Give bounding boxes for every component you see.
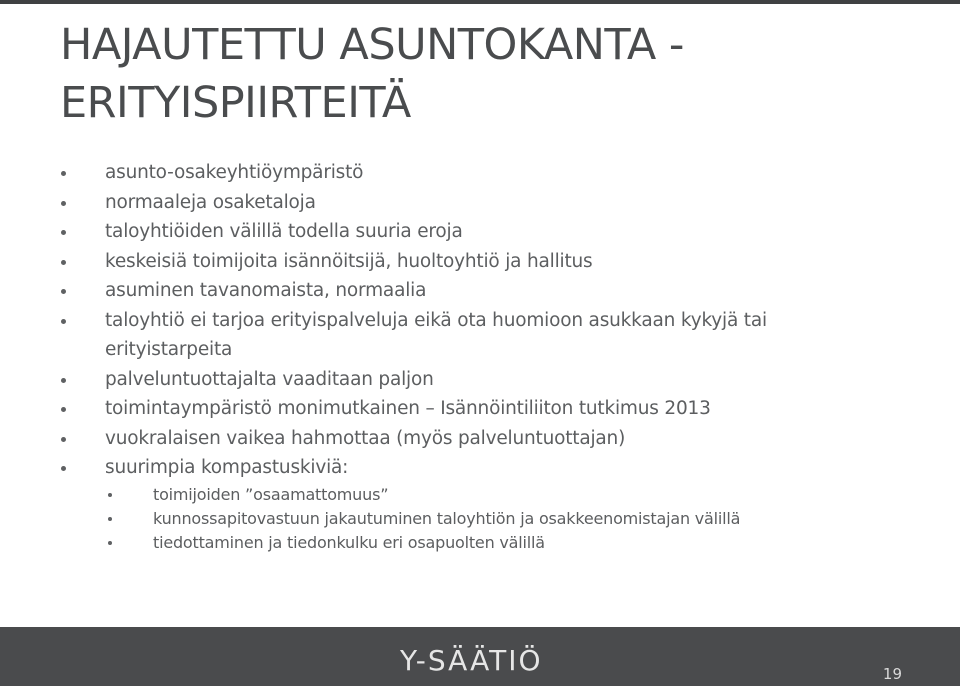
- sub-bullet-dot-icon: [108, 541, 112, 545]
- bullet-item: [0, 365, 960, 395]
- bullet-item: [0, 158, 960, 188]
- slide-title-line-2: ERITYISPIIRTEITÄ: [60, 78, 411, 128]
- bullet-list: [0, 158, 960, 555]
- bullet-text: keskeisiä toimijoita isännöitsijä, huoltoyhtiö ja hallitus: [105, 250, 593, 272]
- bullet-dot-icon: [61, 260, 66, 265]
- sub-bullet-text: kunnossapitovastuun jakautuminen taloyhtiön ja osakkeenomistajan välillä: [153, 508, 741, 528]
- bullet-text: toimintaympäristö monimutkainen – Isännöintiliiton tutkimus 2013: [105, 398, 711, 419]
- bullet-item: [0, 188, 960, 218]
- sub-bullet-text: tiedottaminen ja tiedonkulku eri osapuolten välillä: [153, 532, 545, 552]
- bullet-dot-icon: [61, 201, 66, 206]
- sub-bullet-dot-icon: [108, 517, 112, 521]
- bullet-item: [0, 394, 960, 424]
- bullet-dot-icon: [61, 407, 66, 412]
- slide-title-line-1: HAJAUTETTU ASUNTOKANTA -: [60, 20, 684, 70]
- sub-bullet-dot-icon: [108, 493, 112, 497]
- slide-title: [60, 16, 920, 132]
- bullet-text: suurimpia kompastuskiviä:: [105, 457, 349, 478]
- bullet-text: asunto-osakeyhtiöympäristö: [105, 162, 364, 183]
- sub-bullet-item: [0, 507, 960, 531]
- bullet-item: [0, 453, 960, 483]
- sub-bullet-item: [0, 483, 960, 507]
- bullet-item: [0, 276, 960, 306]
- bullet-dot-icon: [61, 319, 66, 324]
- bullet-item: [0, 247, 960, 277]
- bullet-text: palveluntuottajalta vaaditaan paljon: [105, 368, 434, 390]
- bullet-item: [0, 306, 960, 336]
- bullet-text: taloyhtiö ei tarjoa erityispalveluja eikä ota huomioon asukkaan kykyjä tai: [105, 309, 767, 331]
- bullet-dot-icon: [61, 437, 66, 442]
- bullet-dot-icon: [61, 171, 66, 176]
- page-number: 19: [882, 665, 902, 683]
- bullet-item: [0, 217, 960, 247]
- sub-bullet-item: [0, 531, 960, 555]
- bullet-text: vuokralaisen vaikea hahmottaa (myös palveluntuottajan): [105, 427, 626, 449]
- bullet-text: normaaleja osaketaloja: [105, 191, 316, 213]
- bullet-dot-icon: [61, 466, 66, 471]
- bullet-dot-icon: [61, 289, 66, 294]
- bullet-text: asuminen tavanomaista, normaalia: [105, 280, 427, 301]
- sub-bullet-text: toimijoiden ”osaamattomuus”: [153, 484, 389, 504]
- bullet-dot-icon: [61, 378, 66, 383]
- bullet-item-continuation: [0, 335, 960, 365]
- bullet-text: taloyhtiöiden välillä todella suuria eroja: [105, 221, 463, 242]
- bullet-text: erityistarpeita: [105, 339, 233, 360]
- bullet-dot-icon: [61, 230, 66, 235]
- top-rule: [0, 0, 960, 4]
- y-saatio-logo: Y-SÄÄTIÖ: [400, 644, 543, 677]
- bullet-item: [0, 424, 960, 454]
